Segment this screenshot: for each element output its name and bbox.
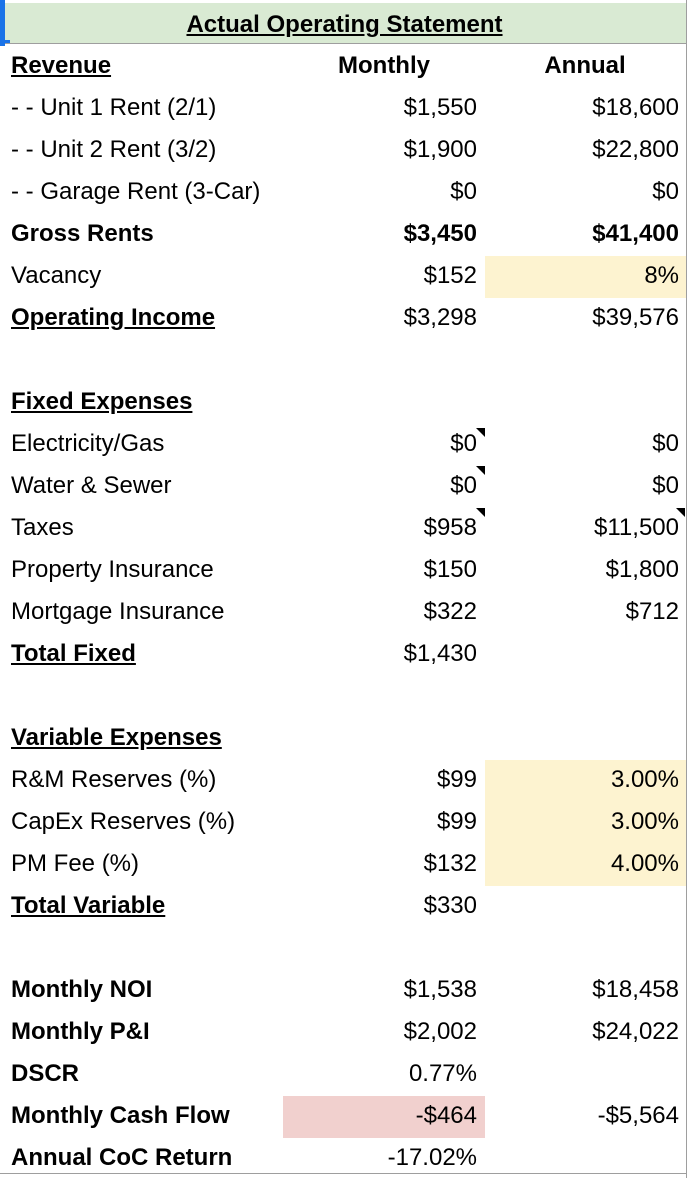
annual-value: $18,458: [592, 976, 679, 1003]
monthly-value: $0: [450, 430, 477, 457]
monthly-value: $0: [450, 472, 477, 499]
monthly-value: $958: [423, 514, 477, 541]
monthly-value: $150: [423, 556, 477, 583]
monthly-value: $3,298: [403, 304, 477, 331]
table-row[interactable]: [0, 130, 687, 172]
annual-value: $0: [652, 430, 679, 457]
sheet-title: Actual Operating Statement: [186, 11, 503, 38]
total-fixed-row[interactable]: [0, 634, 687, 676]
annual-value: $1,800: [605, 556, 679, 583]
fixed-expenses-header: Fixed Expenses: [11, 388, 193, 415]
table-row[interactable]: [0, 592, 687, 634]
vacancy-row[interactable]: [0, 256, 687, 298]
table-row[interactable]: [0, 466, 687, 508]
annual-value: $0: [652, 472, 679, 499]
monthly-column-header: Monthly: [338, 52, 430, 79]
annual-column-header: Annual: [544, 52, 626, 79]
dscr-row[interactable]: [0, 1054, 687, 1096]
comment-indicator-icon[interactable]: [476, 508, 485, 517]
row-label: Water & Sewer: [11, 472, 172, 499]
comment-indicator-icon[interactable]: [476, 466, 485, 475]
row-label: Total Fixed: [11, 640, 136, 667]
annual-value: $24,022: [592, 1018, 679, 1045]
title-cell[interactable]: [3, 3, 686, 44]
annual-value: 8%: [644, 262, 679, 289]
monthly-noi-row[interactable]: [0, 970, 687, 1012]
selection-handle: [0, 40, 10, 43]
annual-value: $22,800: [592, 136, 679, 163]
table-row[interactable]: [0, 802, 687, 844]
monthly-value: -17.02%: [387, 1144, 477, 1171]
row-label: PM Fee (%): [11, 850, 140, 877]
annual-value: $0: [652, 178, 679, 205]
annual-value: -$5,564: [597, 1102, 679, 1129]
annual-value: 3.00%: [610, 808, 679, 835]
row-label: Monthly Cash Flow: [11, 1102, 230, 1129]
monthly-cash-flow-row[interactable]: [0, 1096, 687, 1138]
annual-value: $41,400: [592, 220, 679, 247]
gross-rents-row[interactable]: [0, 214, 687, 256]
row-label: - - Unit 2 Rent (3/2): [11, 136, 217, 163]
monthly-value: $322: [423, 598, 477, 625]
table-row[interactable]: [0, 172, 687, 214]
row-label: Annual CoC Return: [11, 1144, 233, 1171]
table-row[interactable]: [0, 88, 687, 130]
table-row[interactable]: [0, 550, 687, 592]
annual-value: $18,600: [592, 94, 679, 121]
monthly-value: $1,900: [403, 136, 477, 163]
monthly-pi-row[interactable]: [0, 1012, 687, 1054]
row-label: Monthly P&I: [11, 1018, 150, 1045]
annual-value: $39,576: [592, 304, 679, 331]
monthly-value: $1,550: [403, 94, 477, 121]
row-label: - - Garage Rent (3-Car): [11, 178, 261, 205]
row-label: Taxes: [11, 514, 74, 541]
monthly-value: $330: [423, 892, 477, 919]
row-label: - - Unit 1 Rent (2/1): [11, 94, 217, 121]
row-label: Gross Rents: [11, 220, 154, 247]
monthly-value: $99: [436, 808, 477, 835]
annual-value: $712: [625, 598, 679, 625]
row-label: R&M Reserves (%): [11, 766, 217, 793]
monthly-value: 0.77%: [408, 1060, 477, 1087]
table-row[interactable]: [0, 508, 687, 550]
monthly-value: $152: [423, 262, 477, 289]
variable-expenses-header: Variable Expenses: [11, 724, 222, 751]
monthly-value: $1,538: [403, 976, 477, 1003]
total-variable-row[interactable]: [0, 886, 687, 928]
row-label: Property Insurance: [11, 556, 214, 583]
monthly-value: $0: [450, 178, 477, 205]
monthly-value: $1,430: [403, 640, 477, 667]
operating-income-row[interactable]: [0, 298, 687, 340]
monthly-value: $3,450: [403, 220, 477, 247]
monthly-value: $2,002: [403, 1018, 477, 1045]
table-row[interactable]: [0, 760, 687, 802]
table-row[interactable]: [0, 424, 687, 466]
comment-indicator-icon[interactable]: [476, 428, 485, 437]
row-label: CapEx Reserves (%): [11, 808, 236, 835]
monthly-value: -$464: [415, 1102, 477, 1129]
annual-value: $11,500: [594, 514, 679, 541]
annual-value: 3.00%: [610, 766, 679, 793]
row-label: Operating Income: [11, 304, 216, 331]
monthly-value: $132: [423, 850, 477, 877]
row-label: Electricity/Gas: [11, 430, 165, 457]
annual-value: 4.00%: [610, 850, 679, 877]
comment-indicator-icon[interactable]: [676, 508, 685, 517]
row-label: DSCR: [11, 1060, 80, 1087]
fixed-expenses-header-row: [0, 382, 687, 424]
row-label: Vacancy: [11, 262, 102, 289]
variable-expenses-header-row: [0, 718, 687, 760]
row-border: [0, 1173, 687, 1174]
monthly-value: $99: [436, 766, 477, 793]
row-label: Total Variable: [11, 892, 166, 919]
revenue-header: Revenue: [11, 52, 112, 79]
table-row[interactable]: [0, 844, 687, 886]
column-border: [686, 0, 687, 1178]
row-label: Monthly NOI: [11, 976, 153, 1003]
row-label: Mortgage Insurance: [11, 598, 225, 625]
column-header-row: [0, 46, 687, 88]
